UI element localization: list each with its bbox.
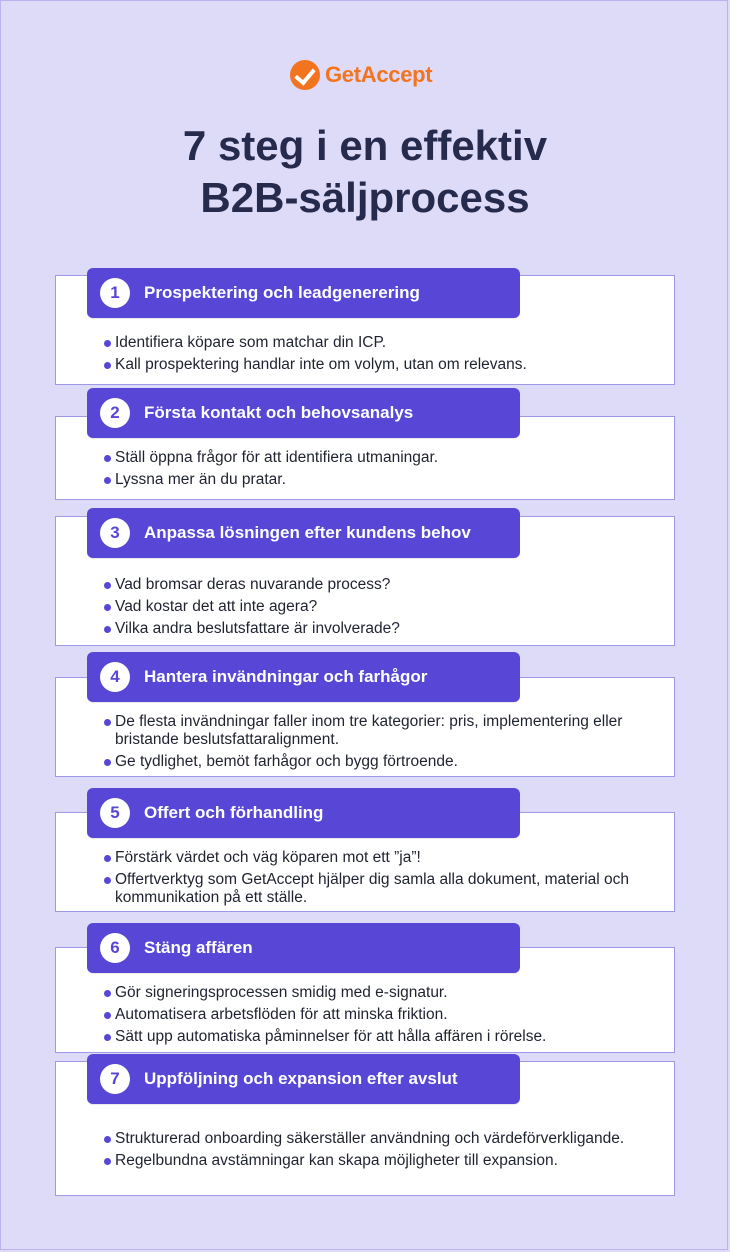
step-number-2: 2 (100, 398, 130, 428)
getaccept-logo (290, 58, 432, 92)
step-bullets-6 (103, 984, 663, 1050)
list-item: Ge tydlighet, bemöt farhågor och bygg förtroende. (103, 753, 663, 771)
step-title-5: Offert och förhandling (144, 803, 324, 822)
brand-name: GetAccept (325, 62, 433, 87)
step-number-3: 3 (100, 518, 130, 548)
step-number-5: 5 (100, 798, 130, 828)
list-item: Vad kostar det att inte agera? (103, 598, 663, 616)
title-line-2: B2B-säljprocess (200, 174, 530, 221)
list-item: Strukturerad onboarding säkerställer användning och värdeförverkligande. (103, 1130, 663, 1148)
step-header-5 (87, 788, 520, 838)
step-title-6: Stäng affären (144, 938, 253, 957)
list-item: Regelbundna avstämningar kan skapa möjligheter till expansion. (103, 1152, 663, 1170)
list-item: Gör signeringsprocessen smidig med e-signatur. (103, 984, 663, 1002)
list-item: Vad bromsar deras nuvarande process? (103, 576, 663, 594)
list-item: Sätt upp automatiska påminnelser för att hålla affären i rörelse. (103, 1028, 663, 1046)
list-item: Ställ öppna frågor för att identifiera utmaningar. (103, 449, 663, 467)
step-bullets-2 (103, 449, 663, 493)
step-title-2: Första kontakt och behovsanalys (144, 403, 414, 422)
step-header-1 (87, 268, 520, 318)
step-header-6 (87, 923, 520, 973)
step-title-4: Hantera invändningar och farhågor (144, 667, 428, 686)
list-item: Förstärk värdet och väg köparen mot ett ”ja”! (103, 849, 663, 867)
list-item: Kall prospektering handlar inte om volym, utan om relevans. (103, 356, 663, 374)
page-title (0, 120, 730, 224)
step-bullets-3 (103, 576, 663, 642)
step-number-7: 7 (100, 1064, 130, 1094)
step-header-3 (87, 508, 520, 558)
step-title-7: Uppföljning och expansion efter avslut (144, 1069, 458, 1088)
step-number-6: 6 (100, 933, 130, 963)
list-item: Vilka andra beslutsfattare är involverade? (103, 620, 663, 638)
step-number-1: 1 (100, 278, 130, 308)
list-item: Lyssna mer än du pratar. (103, 471, 663, 489)
step-header-7 (87, 1054, 520, 1104)
step-title-3: Anpassa lösningen efter kundens behov (144, 523, 471, 542)
title-line-1: 7 steg i en effektiv (182, 122, 548, 169)
list-item: Identifiera köpare som matchar din ICP. (103, 334, 663, 352)
step-bullets-4 (103, 713, 663, 775)
step-bullets-5 (103, 849, 663, 911)
checkmark-icon (290, 60, 320, 90)
step-header-4 (87, 652, 520, 702)
step-bullets-1 (103, 334, 663, 378)
step-number-4: 4 (100, 662, 130, 692)
step-bullets-7 (103, 1130, 663, 1174)
list-item: Offertverktyg som GetAccept hjälper dig samla alla dokument, material och kommunikation på ett ställe. (103, 871, 663, 907)
list-item: De flesta invändningar faller inom tre kategorier: pris, implementering eller bristande beslutsfattaralignment. (103, 713, 663, 749)
step-header-2 (87, 388, 520, 438)
step-title-1: Prospektering och leadgenerering (144, 283, 420, 302)
list-item: Automatisera arbetsflöden för att minska friktion. (103, 1006, 663, 1024)
